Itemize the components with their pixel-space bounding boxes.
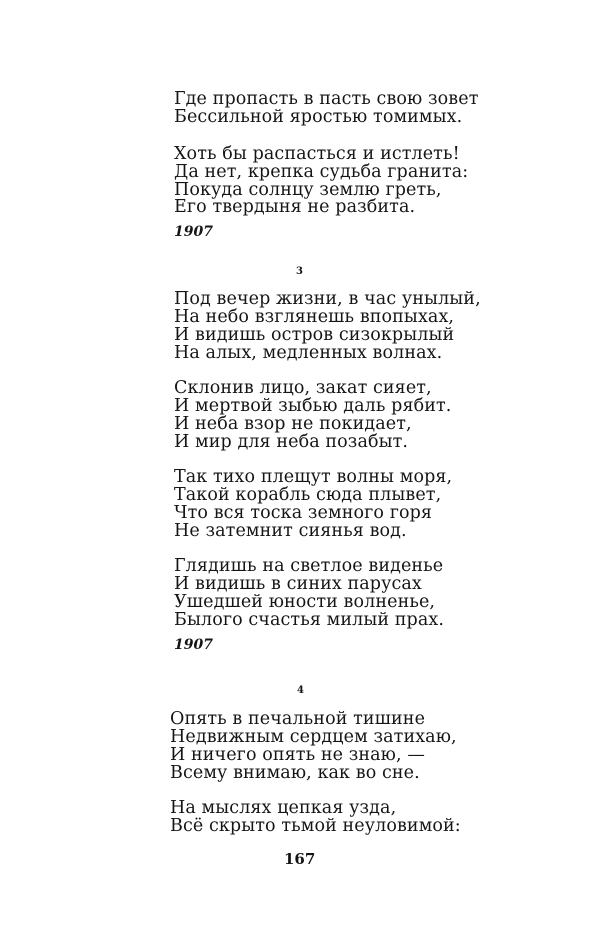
poem-date: 1907 — [174, 637, 213, 653]
verse-line: Глядишь на светлое виденье — [174, 556, 444, 576]
verse-line: Покуда солнцу землю греть, — [174, 180, 442, 200]
verse-line: Хоть бы распасться и истлеть! — [174, 144, 460, 164]
poem-date: 1907 — [174, 224, 213, 240]
verse-line: И ничего опять не знаю, — — [170, 745, 425, 765]
verse-line: Бессильной яростью томимых. — [174, 107, 463, 127]
verse-line: И мир для неба позабыт. — [174, 432, 409, 452]
verse-line: На небо взглянешь впопыхах, — [174, 307, 455, 327]
verse-line: Ушедшей юности волненье, — [174, 592, 436, 612]
verse-line: И неба взор не покидает, — [174, 414, 412, 434]
verse-line: Недвижным сердцем затихаю, — [170, 727, 457, 747]
verse-line: На алых, медленных волнах. — [174, 343, 443, 363]
verse-line: И мертвой зыбью даль рябит. — [174, 396, 452, 416]
verse-line: Так тихо плещут волны моря, — [174, 467, 453, 487]
verse-line: Где пропасть в пасть свою зовет — [174, 89, 479, 109]
verse-line: Не затемнит сиянья вод. — [174, 521, 407, 541]
verse-line: Что вся тоска земного горя — [174, 503, 433, 523]
verse-line: Его твердыня не разбита. — [174, 197, 416, 217]
verse-line: Всему внимаю, как во сне. — [170, 763, 420, 783]
poem-number: 4 — [297, 685, 304, 696]
verse-line: И видишь остров сизокрылый — [174, 325, 455, 345]
verse-line: Под вечер жизни, в час унылый, — [174, 289, 481, 309]
verse-line: Склонив лицо, закат сияет, — [174, 378, 432, 398]
verse-line: Опять в печальной тишине — [170, 709, 426, 729]
poem-number: 3 — [296, 266, 303, 277]
verse-line: Да нет, крепка судьба гранита: — [174, 162, 469, 182]
verse-line: Всё скрыто тьмой неуловимой: — [170, 816, 461, 836]
verse-line: Такой корабль сюда плывет, — [174, 485, 442, 505]
verse-line: Былого счастья милый прах. — [174, 610, 445, 630]
page-number: 167 — [284, 850, 316, 868]
verse-line: На мыслях цепкая узда, — [170, 798, 397, 818]
verse-line: И видишь в синих парусах — [174, 574, 422, 594]
